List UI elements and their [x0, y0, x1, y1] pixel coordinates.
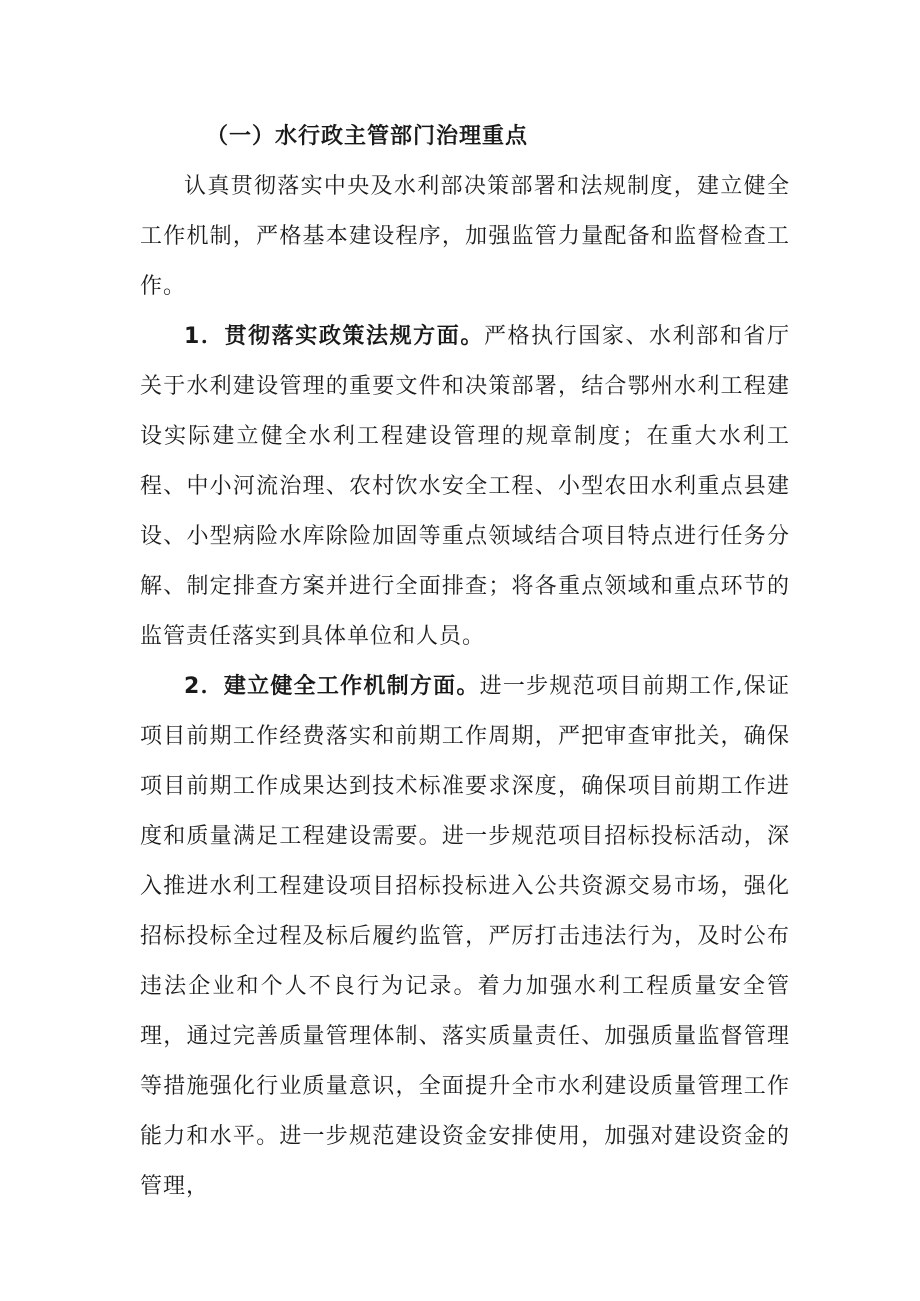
section-heading: （一）水行政主管部门治理重点 — [206, 124, 529, 149]
paragraph-policy-text: 严格执行国家、水利部和省厅关于水利建设管理的重要文件和决策部署，结合鄂州水利工程建设实际建立健全水利工程建设管理的规章制度；在重大水利工程、中小河流治理、农村饮水安全工程、小型农田水利重点县建设、小型病险水库除险加固等重点领域结合项目特点进行任务分解、制定排查方案并进行全面排查；将各重点领域和重点环节的监管责任落实到具体单位和人员。 — [140, 324, 790, 649]
paragraph-intro — [140, 162, 790, 312]
paragraph-policy — [140, 312, 790, 662]
paragraph-mechanism-text: 进一步规范项目前期工作,保证项目前期工作经费落实和前期工作周期，严把审查审批关，确保项目前期工作成果达到技术标准要求深度，确保项目前期工作进度和质量满足工程建设需要。进一步规范项目招标投标活动，深入推进水利工程建设项目招标投标进入公共资源交易市场，强化招标投标全过程及标后履约监管，严厉打击违法行为，及时公布违法企业和个人不良行为记录。着力加强水利工程质量安全管理，通过完善质量管理体制、落实质量责任、加强质量监督管理等措施强化行业质量意识，全面提升全市水利建设质量管理工作能力和水平。进一步规范建设资金安排使用，加强对建设资金的管理， — [140, 674, 790, 1199]
document-body — [140, 112, 790, 1212]
paragraph-mechanism-lead: 2．建立健全工作机制方面。 — [184, 674, 480, 699]
paragraph-intro-text: 认真贯彻落实中央及水利部决策部署和法规制度，建立健全工作机制，严格基本建设程序，加强监管力量配备和监督检查工作。 — [140, 174, 790, 299]
paragraph-policy-lead: 1．贯彻落实政策法规方面。 — [184, 324, 484, 349]
paragraph-mechanism — [140, 662, 790, 1212]
